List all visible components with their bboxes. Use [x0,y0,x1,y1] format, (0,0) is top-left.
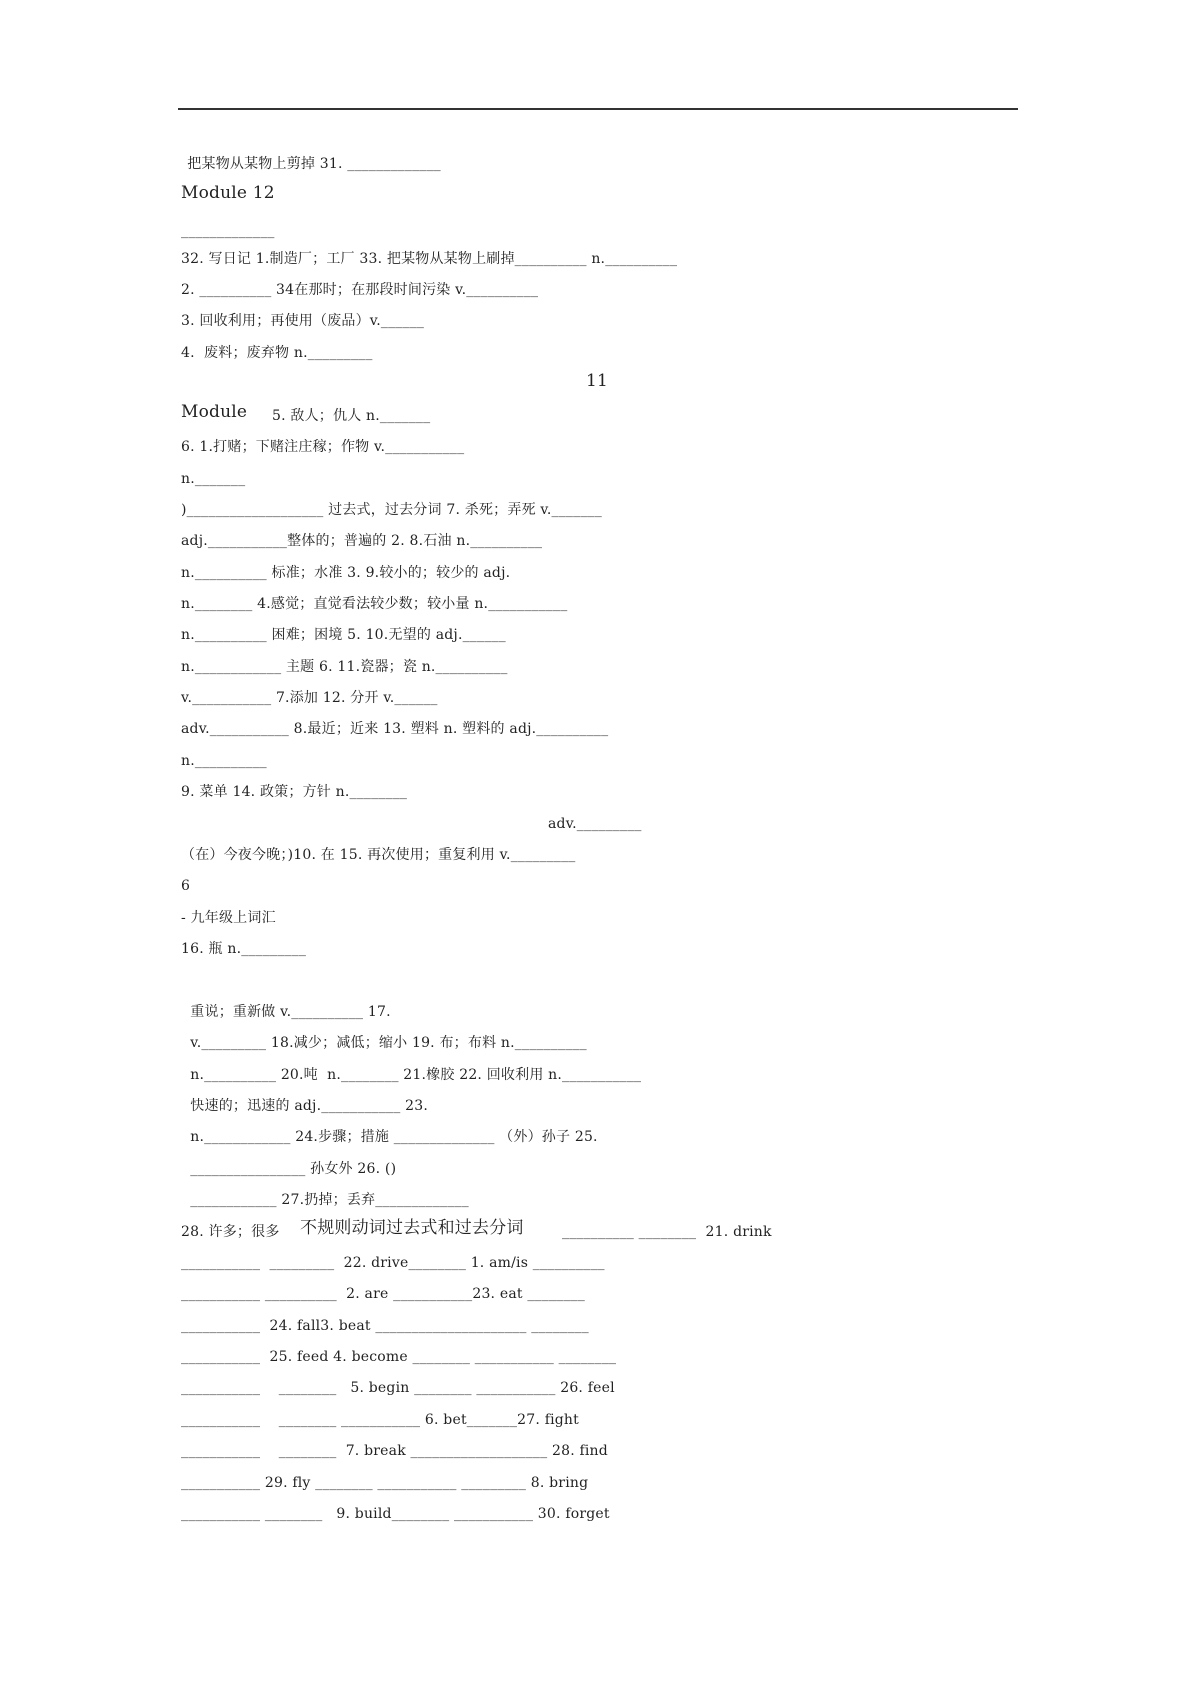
text-line: v._________ 18.减少；减低；缩小 19. 布；布料 n.__________ [181,1035,587,1051]
text-line: 把某物从某物上剪掉 31. _____________ [178,156,441,172]
text-line: ________________ 孙女外 26. () [181,1161,397,1177]
text-line: 16. 瓶 n._________ [181,941,307,957]
text-line: 28. 许多；很多 [181,1224,280,1240]
module-heading: Module [181,402,248,422]
text-line: adv._________ [548,816,642,832]
text-line: _____________ [181,223,275,239]
text-line: ___________ 25. feed 4. become ________ ___________ ________ [181,1349,617,1365]
text-line: 9. 菜单 14. 政策；方针 n.________ [181,784,408,800]
text-line: n.____________ 24.步骤；措施 ______________ （外）孙子 25. [181,1129,598,1145]
text-line: ___________ ________ 9. build________ ___________ 30. forget [181,1506,610,1522]
section-title: 不规则动词过去式和过去分词 [300,1218,524,1238]
text-line: 6 [181,878,191,894]
text-line: adj.___________整体的；普遍的 2. 8.石油 n.__________ [181,533,543,549]
text-line: n.__________ 20.吨 n.________ 21.橡胶 22. 回收利用 n.___________ [181,1067,642,1083]
text-line: ___________ __________ 2. are ___________23. eat ________ [181,1286,585,1302]
text-line: n.____________ 主题 6. 11.瓷器；瓷 n.__________ [181,659,508,675]
text-line: n.__________ 标准；水准 3. 9.较小的；较少的 adj. [181,565,511,581]
text-line: n._______ [181,471,246,487]
text-line: 重说；重新做 v.__________ 17. [181,1004,391,1020]
text-line: 5. 敌人；仇人 n._______ [272,408,431,424]
text-line: v.___________ 7.添加 12. 分开 v.______ [181,690,438,706]
text-line: 6. 1.打赌；下赌注庄稼；作物 v.___________ [181,439,465,455]
text-line: adv.___________ 8.最近；近来 13. 塑料 n. 塑料的 adj.__________ [181,721,609,737]
text-line: n.________ 4.感觉；直觉看法较少数；较小量 n.___________ [181,596,568,612]
text-line: )___________________ 过去式，过去分词 7. 杀死；弄死 v._______ [181,502,602,518]
module-number: 11 [586,371,609,391]
header-rule [178,108,1018,110]
text-line: ___________ ________ ___________ 6. bet_______27. fight [181,1412,579,1428]
text-line: 2. __________ 34在那时；在那段时间污染 v.__________ [181,282,539,298]
text-line: ___________ 24. fall3. beat _____________________ ________ [181,1318,589,1334]
text-line: ___________ ________ 5. begin ________ ___________ 26. feel [181,1380,615,1396]
text-line: ___________ 29. fly ________ ___________ _________ 8. bring [181,1475,589,1491]
text-line: ___________ _________ 22. drive________ 1. am/is __________ [181,1255,605,1271]
text-line: 4. 废料；废弃物 n._________ [181,345,373,361]
text-line: 快速的；迅速的 adj.___________ 23. [181,1098,428,1114]
text-line: n.__________ 困难；困境 5. 10.无望的 adj.______ [181,627,506,643]
text-line: 3. 回收利用；再使用（废品）v.______ [181,313,425,329]
module-heading: Module 12 [181,183,275,203]
text-line: 32. 写日记 1.制造厂；工厂 33. 把某物从某物上刷掉__________ n.__________ [181,251,678,267]
text-line: ____________ 27.扔掉；丢弃_____________ [181,1192,469,1208]
text-line: - 九年级上词汇 [181,910,276,926]
text-line: （在）今夜今晚；)10. 在 15. 再次使用；重复利用 v._________ [181,847,576,863]
text-line: __________ ________ 21. drink [562,1224,772,1240]
text-line: n.__________ [181,753,267,769]
text-line: ___________ ________ 7. break ___________________ 28. find [181,1443,608,1459]
